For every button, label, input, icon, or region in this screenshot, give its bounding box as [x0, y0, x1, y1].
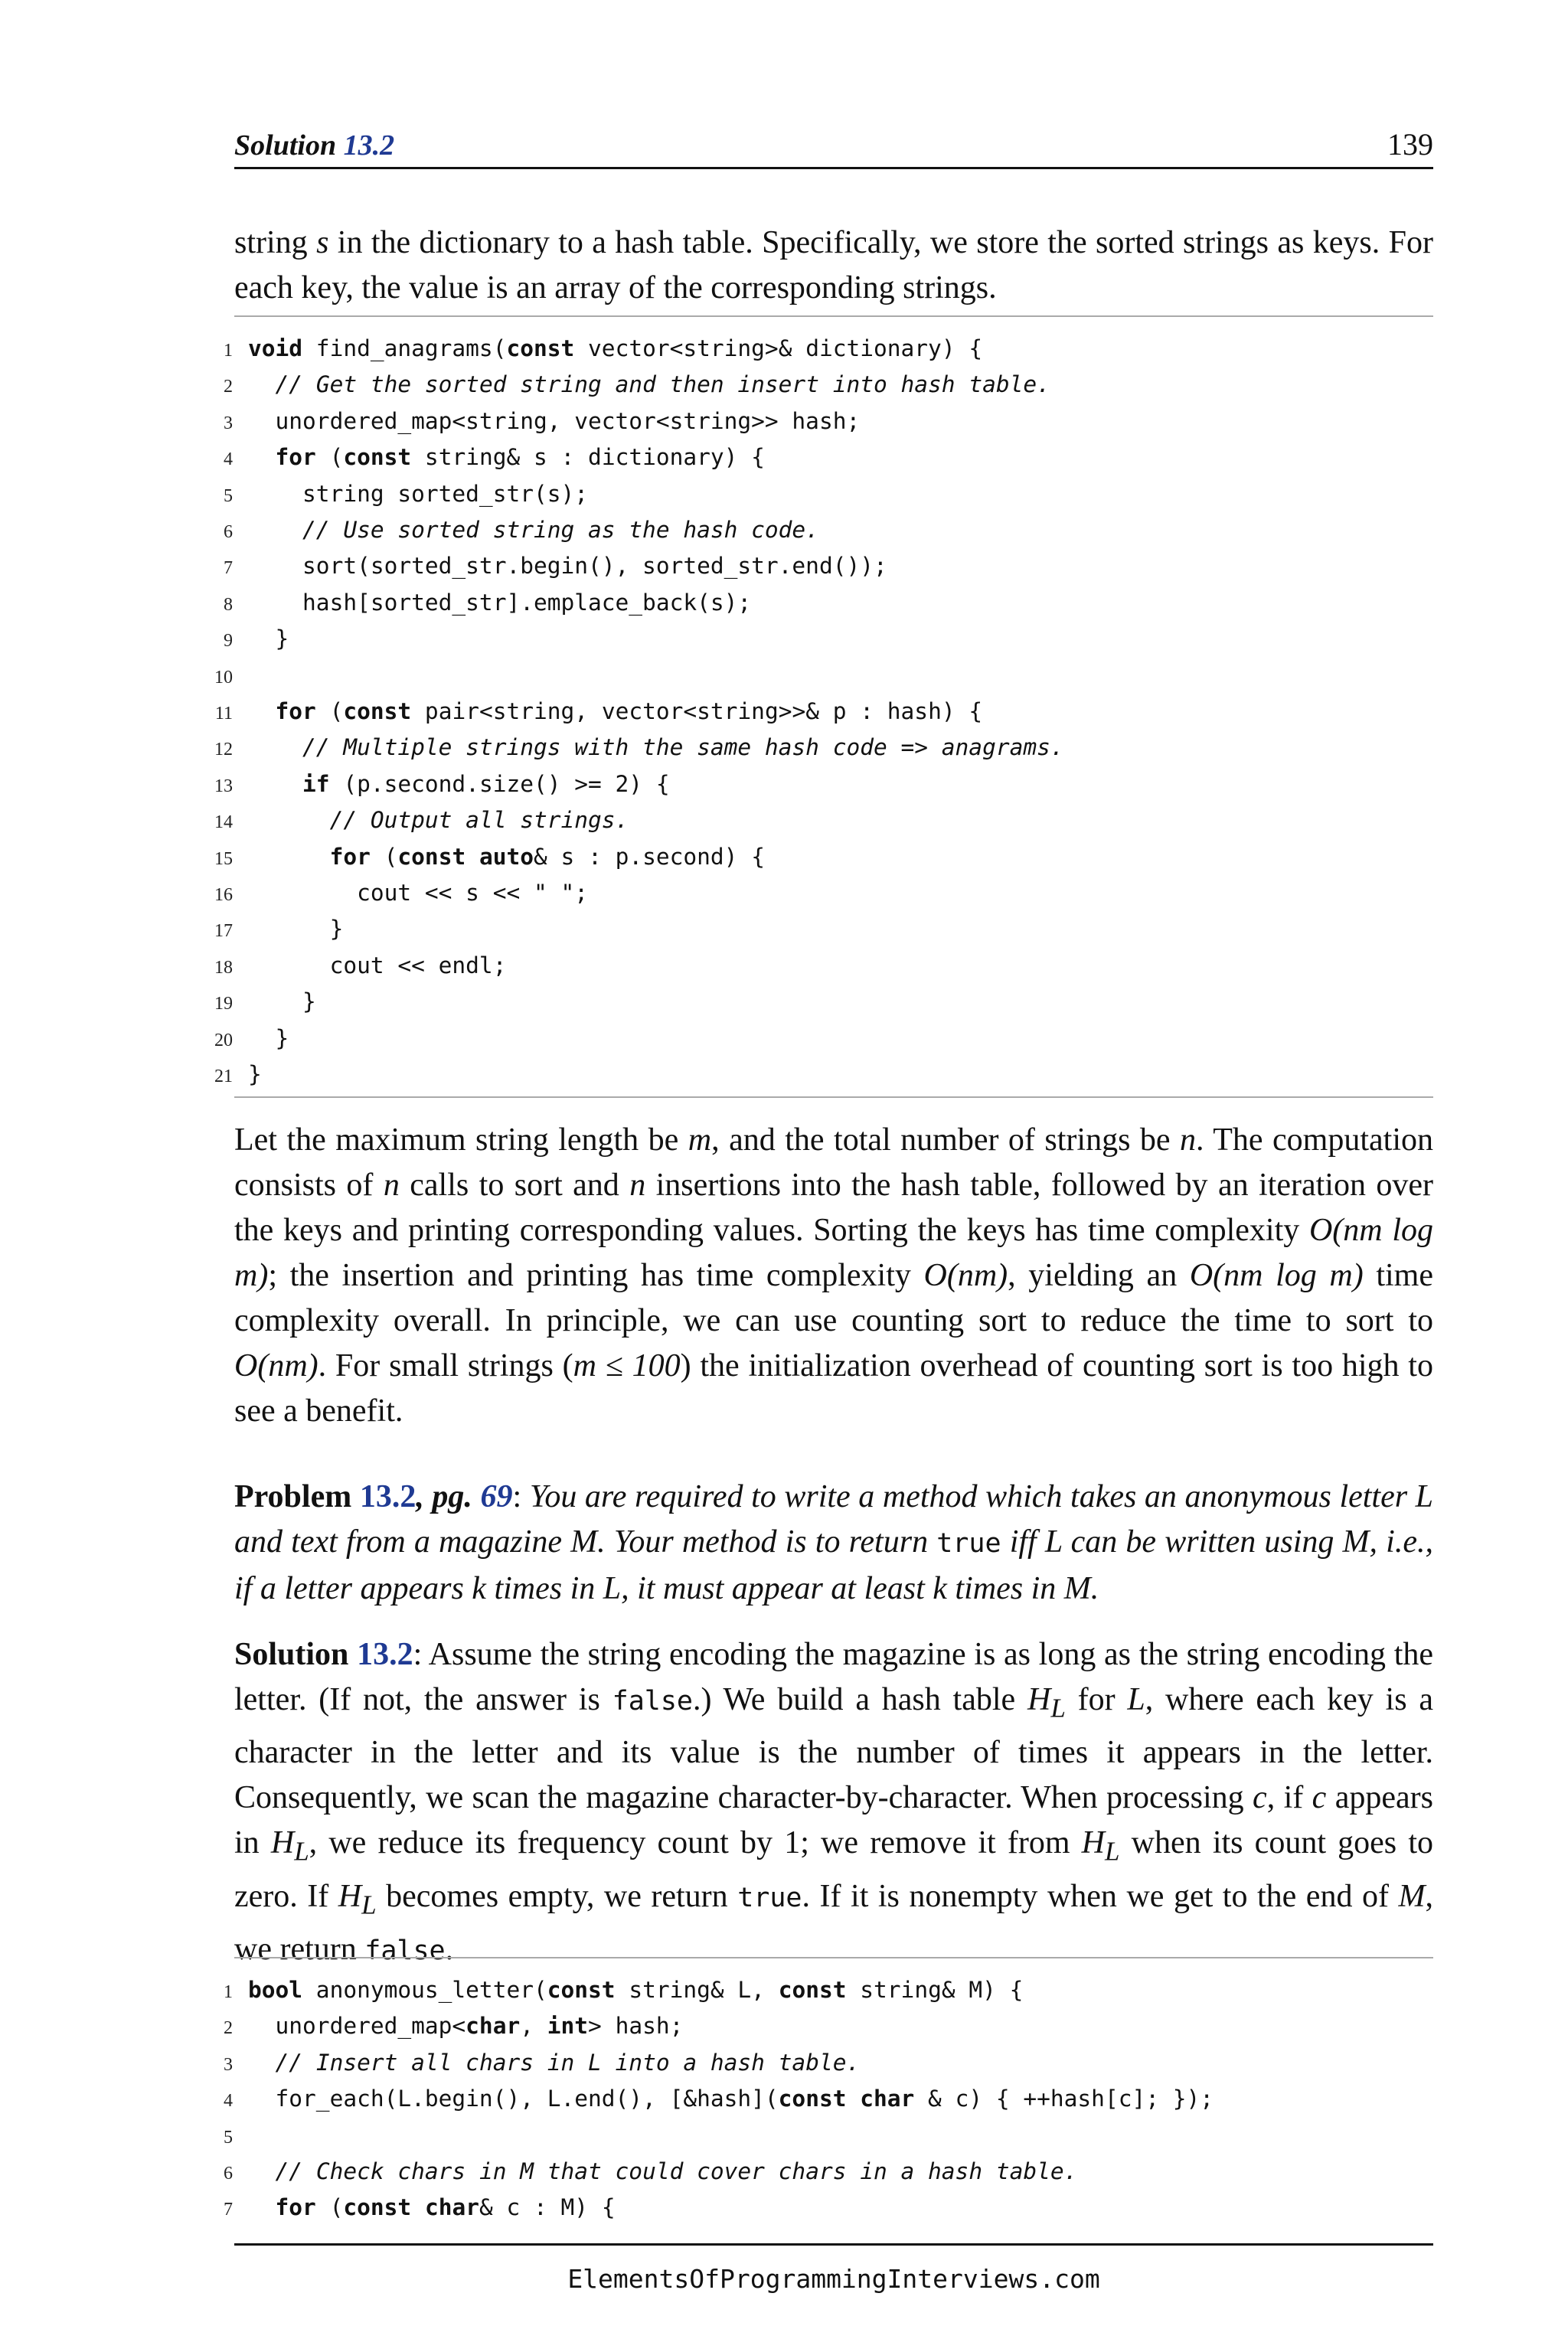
- code-text: }: [248, 988, 316, 1015]
- code-line: [214, 2081, 1433, 2117]
- line-number: 9: [224, 631, 233, 652]
- code-text: }: [248, 916, 344, 942]
- code-text: if (p.second.size() >= 2) {: [302, 770, 670, 797]
- line-number: 1: [224, 1982, 233, 2002]
- line-number: 3: [224, 413, 233, 433]
- code-text: bool anonymous_letter(const string& L, const string& M) {: [248, 1977, 1024, 2003]
- code-line: [214, 2008, 1433, 2044]
- code-text: // Get the sorted string and then insert into hash table.: [275, 371, 1050, 398]
- code-text: sort(sorted_str.begin(), sorted_str.end());: [248, 553, 887, 580]
- line-number: 16: [214, 885, 233, 905]
- code-rule-bottom: [234, 1096, 1433, 1098]
- header-section-link[interactable]: 13.2: [343, 129, 395, 162]
- line-number: 6: [224, 522, 233, 542]
- code-text: }: [248, 1024, 289, 1051]
- code-line: [214, 331, 1433, 367]
- footer-site[interactable]: ElementsOfProgrammingInterviews.com: [567, 2264, 1100, 2294]
- line-number: 11: [214, 704, 233, 724]
- code-line: [214, 2118, 1433, 2154]
- code-line: [214, 476, 1433, 512]
- code-text: cout << endl;: [248, 952, 507, 978]
- code-line: [214, 694, 1433, 730]
- code-line: [214, 2190, 1433, 2226]
- intro-paragraph: string s in the dictionary to a hash table. Specifically, we store the sorted strings as keys. For each key, the value is an array of the corresponding strings.: [234, 225, 1433, 305]
- code-text: // Use sorted string as the hash code.: [302, 517, 819, 543]
- problem-page-link[interactable]: 69: [480, 1479, 513, 1514]
- code-line: [214, 1972, 1433, 2008]
- line-number: 6: [224, 2164, 233, 2184]
- page: [214, 0, 1434, 2352]
- code-text: for (const char& c : M) {: [275, 2194, 616, 2221]
- line-number: 18: [214, 957, 233, 978]
- code-line: [214, 585, 1433, 621]
- code-line: [214, 367, 1433, 403]
- line-number: 19: [214, 994, 233, 1014]
- code-line: [214, 766, 1433, 802]
- page-number: 139: [1387, 127, 1433, 162]
- code-rule-top: [234, 1957, 1433, 1958]
- page-footer: [234, 2243, 1433, 2294]
- code-line: [214, 911, 1433, 947]
- line-number: 3: [224, 2054, 233, 2075]
- code-text: // Output all strings.: [329, 807, 629, 834]
- line-number: 13: [214, 776, 233, 796]
- line-number: 17: [214, 921, 233, 942]
- line-number: 14: [214, 812, 233, 833]
- line-number: 2: [224, 2018, 233, 2039]
- code-line: [214, 839, 1433, 875]
- code-text: for (const auto& s : p.second) {: [329, 843, 765, 870]
- code-text: unordered_map<char, int> hash;: [248, 2013, 684, 2040]
- code-text: }: [248, 626, 289, 652]
- code-line: [214, 439, 1433, 475]
- code-text: for (const string& s : dictionary) {: [275, 444, 765, 471]
- line-number: 5: [224, 2127, 233, 2148]
- code-text: for_each(L.begin(), L.end(), [&hash](const char & c) { ++hash[c]; });: [248, 2086, 1214, 2112]
- code-text: hash[sorted_str].emplace_back(s);: [248, 589, 752, 616]
- code-line: [214, 658, 1433, 694]
- line-number: 20: [214, 1030, 233, 1050]
- code-line: [214, 2154, 1433, 2190]
- code-line: [214, 984, 1433, 1020]
- code-text: void find_anagrams(const vector<string>& dictionary) {: [248, 335, 983, 361]
- line-number: 10: [214, 667, 233, 688]
- code-line: [214, 948, 1433, 984]
- code-line: [214, 2045, 1433, 2081]
- solution-paragraph: Solution 13.2: Assume the string encoding the magazine is as long as the string encoding the letter. (If not, the answer is false.) We build a hash table $H_L$ for L, where each key is a character in the letter and its value is the number of times it appears in the letter. Consequently, we scan the magazine character-by-character. When processing c, if c appears in $H_L$, we reduce its frequency count by 1; we remove it from $H_L$ when its count goes to zero. If $H_L$ becomes empty, we return true. If it is nonempty when we get to the end of M, we return false.: [234, 1637, 1434, 1968]
- header-title: Solution 13.2: [234, 129, 395, 162]
- code-line: [214, 403, 1433, 439]
- line-number: 2: [224, 377, 233, 397]
- code-text: // Multiple strings with the same hash code => anagrams.: [302, 734, 1064, 761]
- line-number: 7: [224, 2200, 233, 2220]
- code-line: [214, 621, 1433, 657]
- line-number: 12: [214, 740, 233, 760]
- line-number: 15: [214, 848, 233, 869]
- line-number: 7: [224, 558, 233, 579]
- line-number: 1: [224, 341, 233, 361]
- code-line: [214, 802, 1433, 838]
- code-text: for (const pair<string, vector<string>>& p : hash) {: [275, 698, 983, 724]
- code-text: // Check chars in M that could cover chars in a hash table.: [275, 2158, 1078, 2184]
- complexity-paragraph: Let the maximum string length be m, and the total number of strings be n. The computation consists of n calls to sort and n insertions into the hash table, followed by an iteration over the keys and printing corresponding values. Sorting the keys has time complexity O(nm log m); the insertion and printing has time complexity O(nm), yielding an O(nm log m) time complexity overall. In principle, we can use counting sort to reduce the time to sort to O(nm). For small strings (m ≤ 100) the initialization overhead of counting sort is too high to see a benefit.: [234, 1122, 1434, 1429]
- code-text: cout << s << " ";: [248, 880, 589, 906]
- code-text: unordered_map<string, vector<string>> hash;: [248, 407, 861, 434]
- code-line: [214, 1021, 1433, 1057]
- code-line: [214, 875, 1433, 911]
- solution-ref-link[interactable]: 13.2: [357, 1637, 413, 1672]
- problem-statement: Problem 13.2, pg. 69: You are required to write a method which takes an anonymous letter L and text from a magazine M. Your method is to return true iff L can be written using M, i.e., if a letter appears k times in L, it must appear at least k times in M.: [234, 1479, 1434, 1606]
- problem-ref-link[interactable]: 13.2: [359, 1479, 416, 1514]
- line-number: 4: [224, 2091, 233, 2112]
- code-text: string sorted_str(s);: [248, 480, 589, 507]
- line-number: 21: [214, 1067, 233, 1086]
- code-line: [214, 548, 1433, 584]
- code-text: // Insert all chars in L into a hash table.: [275, 2049, 861, 2076]
- code-line: [214, 730, 1433, 766]
- code-rule-top: [234, 315, 1433, 317]
- line-number: 5: [224, 485, 233, 506]
- line-number: 8: [224, 594, 233, 615]
- running-header: [234, 124, 1433, 169]
- code-text: }: [248, 1061, 262, 1087]
- code-line: [214, 1057, 1433, 1093]
- line-number: 4: [224, 449, 233, 470]
- code-line: [214, 512, 1433, 548]
